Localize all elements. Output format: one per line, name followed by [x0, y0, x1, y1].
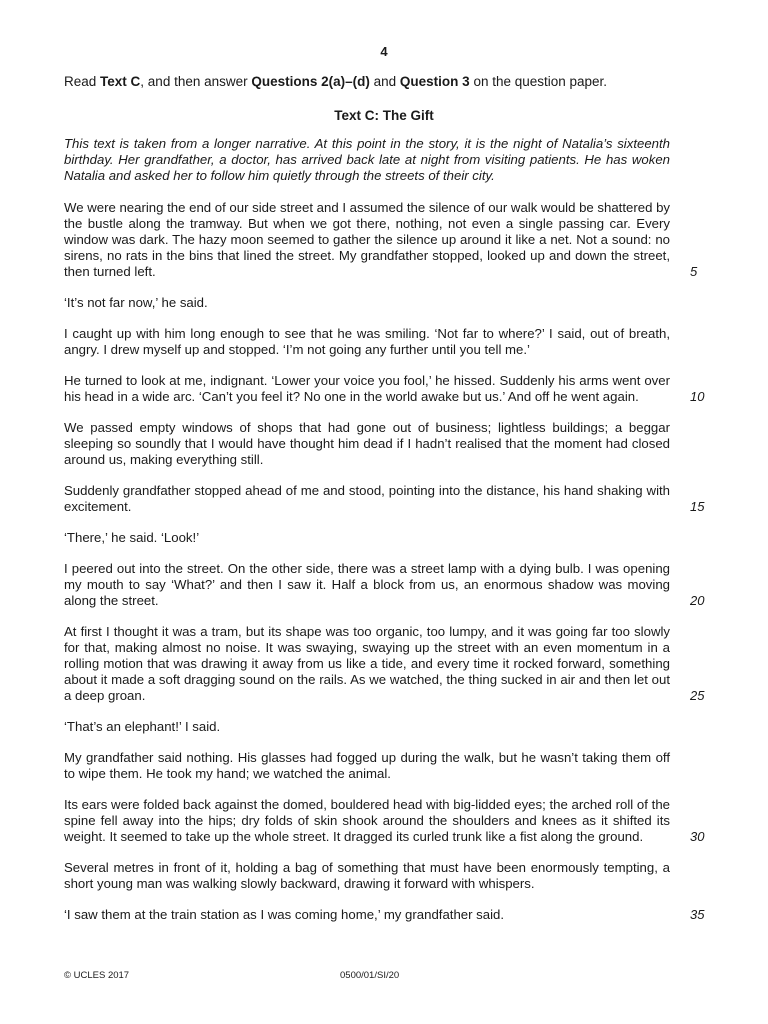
story-paragraph	[64, 200, 698, 280]
intro-paragraph: This text is taken from a longer narrative. At this point in the story, it is the night of Natalia’s sixteenth birthday. Her grandfather, a doctor, has arrived back late at night from visiting patients. He has woken Natalia and asked her to follow him quietly through the streets of their city.	[64, 136, 670, 183]
paragraph-text: ‘There,’ he said. ‘Look!’	[64, 530, 200, 545]
footer-code: 0500/01/SI/20	[340, 970, 400, 981]
paragraph-text: Several metres in front of it, holding a bag of something that must have been enormously tempting, a short young man was walking slowly backward, drawing it forward with whispers.	[64, 860, 670, 891]
paragraph-text: ‘I saw them at the train station as I was coming home,’ my grandfather said.	[64, 907, 505, 922]
paragraph-text: I peered out into the street. On the other side, there was a street lamp with a dying bulb. I was opening my mouth to say ‘What?’ and then I saw it. Half a block from us, an enormous shadow was moving along the street.	[64, 561, 670, 608]
story-paragraph	[64, 530, 670, 546]
paragraph-text: ‘That’s an elephant!’ I said.	[64, 719, 221, 734]
line-number: 25	[690, 688, 705, 703]
paragraph-text: My grandfather said nothing. His glasses had fogged up during the walk, but he wasn’t taking them off to wipe them. He took my hand; we watched the animal.	[64, 750, 670, 781]
line-number: 5	[690, 264, 698, 279]
paragraph-text: Its ears were folded back against the domed, bouldered head with big-lidded eyes; the arched roll of the spine fell away into the hips; dry folds of skin shook around the shoulders and knees as it shifted its weight. It seemed to take up the whole street. It dragged its curled trunk like a fist along the ground.	[64, 797, 670, 844]
instruction	[64, 74, 607, 89]
line-number: 20	[690, 593, 705, 608]
paragraph-text: We passed empty windows of shops that had gone out of business; lightless buildings; a beggar sleeping so soundly that I would have thought him dead if I hadn’t realised that the moment had closed around us, making everything still.	[64, 420, 670, 467]
story-paragraph	[64, 295, 670, 311]
story-paragraph	[64, 860, 670, 892]
story-paragraph	[64, 797, 705, 845]
story-paragraph	[64, 624, 705, 704]
story-paragraph	[64, 561, 705, 609]
instruction-bold-text-c: Text C	[100, 74, 141, 89]
paragraph-text: I caught up with him long enough to see that he was smiling. ‘Not far to where?’ I said, out of breath, angry. I drew myself up and stopped. ‘I’m not going any further until you tell me.’	[64, 326, 670, 357]
story-paragraph	[64, 907, 705, 923]
story-paragraph	[64, 719, 670, 735]
line-number: 15	[690, 499, 705, 514]
page-number: 4	[380, 44, 388, 59]
paragraph-text: We were nearing the end of our side street and I assumed the silence of our walk would be shattered by the bustle along the tramway. But when we got there, nothing, not even a single passing car. Every window was dark. The hazy moon seemed to gather the silence up around it like a net. Not a sound: no sirens, no rats in the bins that lined the street. My grandfather stopped, looked up and down the street, then turned left.	[64, 200, 671, 279]
instruction-bold-question-3: Question 3	[399, 74, 470, 89]
story-paragraph	[64, 483, 705, 515]
passage-body	[64, 200, 705, 923]
instruction-text-3: and	[369, 74, 400, 89]
paragraph-text: He turned to look at me, indignant. ‘Lower your voice you fool,’ he hissed. Suddenly his arms went over his head in a wide arc. ‘Can’t you feel it? No one in the world awake but us.’ And off he went again.	[64, 373, 670, 404]
story-paragraph	[64, 750, 670, 782]
line-number: 35	[690, 907, 705, 922]
line-number: 30	[690, 829, 705, 844]
paragraph-text: ‘It’s not far now,’ he said.	[64, 295, 208, 310]
paragraph-text: Suddenly grandfather stopped ahead of me and stood, pointing into the distance, his hand shaking with excitement.	[64, 483, 670, 514]
story-paragraph	[64, 373, 705, 405]
story-paragraph	[64, 420, 670, 468]
paragraph-text: At first I thought it was a tram, but its shape was too organic, too lumpy, and it was going far too slowly for that, making almost no noise. It was swaying, swaying up the street with an even momentum in a rolling motion that was drawing it away from us like a tide, and every time it rocked forward, something about it made a soft dragging sound on the rails. As we watched, the thing sucked in air and then let out a deep groan.	[64, 624, 670, 703]
line-number: 10	[690, 389, 705, 404]
footer-copyright: © UCLES 2017	[64, 970, 130, 981]
instruction-text-1: Read	[64, 74, 101, 89]
instruction-text-2: , and then answer	[140, 74, 252, 89]
instruction-text-4: on the question paper.	[469, 74, 608, 89]
instruction-bold-questions: Questions 2(a)–(d)	[251, 74, 370, 89]
story-paragraph	[64, 326, 670, 358]
passage	[64, 136, 705, 938]
text-title: Text C: The Gift	[334, 108, 434, 123]
